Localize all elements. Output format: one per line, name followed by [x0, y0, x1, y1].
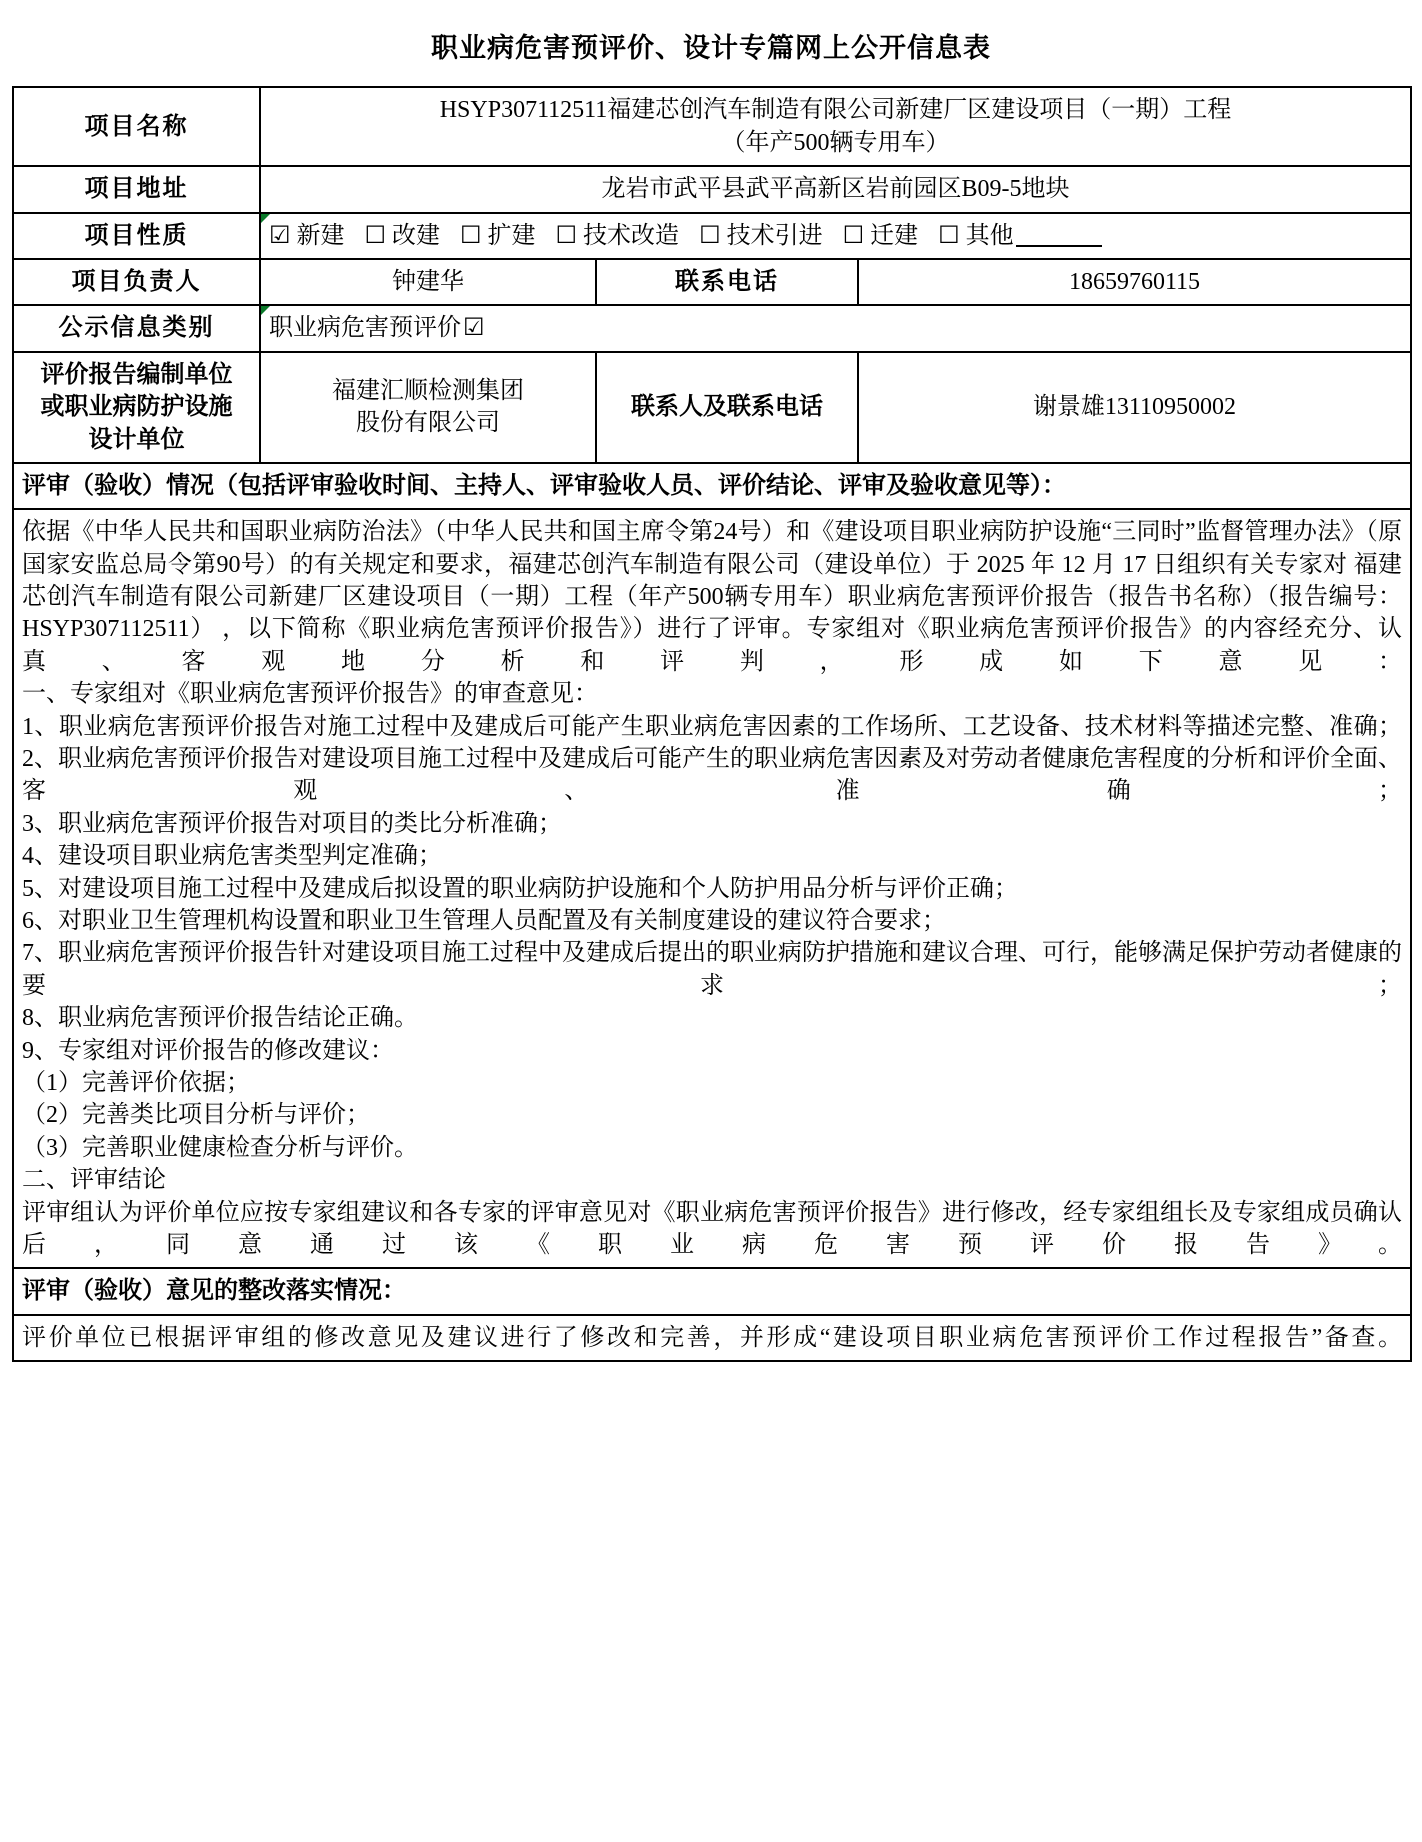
checkbox-new-build-icon[interactable]: ☑ [269, 222, 291, 249]
table-row-project-nature [13, 213, 1411, 259]
review-paragraph: 3、职业病危害预评价报告对项目的类比分析准确； [22, 810, 562, 837]
review-paragraph: 5、对建设项目施工过程中及建成后拟设置的职业病防护设施和个人防护用品分析与评价正确； [22, 875, 1018, 902]
review-paragraph: 9、专家组对评价报告的修改建议： [22, 1037, 394, 1064]
report-unit-label-line-3: 设计单位 [88, 426, 185, 453]
nature-option-relocation[interactable] [843, 220, 919, 252]
disclosure-type-value: 职业病危害预评价 [269, 315, 461, 342]
nature-option-rebuild-label: 改建 [392, 222, 441, 249]
disclosure-type-label: 公示信息类别 [13, 305, 260, 351]
project-manager-label: 项目负责人 [13, 259, 260, 305]
nature-option-new-build-label: 新建 [296, 222, 345, 249]
nature-option-rebuild[interactable] [365, 220, 441, 252]
review-paragraph: （1）完善评价依据； [22, 1069, 250, 1096]
project-name-label: 项目名称 [13, 87, 260, 166]
project-name-value [260, 87, 1411, 166]
contact-person-label: 联系人及联系电话 [596, 352, 858, 463]
nature-option-other-label: 其他 [965, 222, 1014, 249]
contact-person-value: 谢景雄13110950002 [858, 352, 1411, 463]
table-row-review-body [13, 509, 1411, 1268]
nature-option-other[interactable] [938, 220, 1102, 252]
review-paragraph: （3）完善职业健康检查分析与评价。 [22, 1134, 418, 1161]
nature-option-relocation-label: 迁建 [870, 222, 919, 249]
review-section-body [13, 509, 1411, 1268]
review-paragraph: 二、评审结论 [22, 1167, 166, 1194]
nature-option-technical-renovation[interactable] [556, 220, 680, 252]
nature-option-technology-introduction-label: 技术引进 [726, 222, 823, 249]
checkbox-technical-renovation-icon[interactable]: ☐ [555, 222, 578, 249]
review-paragraph: （2）完善类比项目分析与评价； [22, 1102, 370, 1129]
review-section-heading: 评审（验收）情况（包括评审验收时间、主持人、评审验收人员、评价结论、评审及验收意见等）： [13, 463, 1411, 509]
report-unit-label-line-2: 或职业病防护设施 [40, 394, 233, 421]
checkbox-expansion-icon[interactable]: ☐ [460, 222, 482, 249]
table-row-project-address [13, 166, 1411, 212]
project-address-value: 龙岩市武平县武平高新区岩前园区B09-5地块 [260, 166, 1411, 212]
information-table [12, 86, 1412, 1362]
checkbox-other-icon[interactable]: ☐ [938, 222, 960, 249]
table-row-project-manager [13, 259, 1411, 305]
review-paragraph: 8、职业病危害预评价报告结论正确。 [22, 1005, 418, 1032]
review-paragraph: 2、职业病危害预评价报告对建设项目施工过程中及建成后可能产生的职业病危害因素及对劳动者健康危害程度的分析和评价全面、客观、准确； [22, 746, 1402, 805]
cell-comment-marker-icon [261, 306, 270, 315]
table-row-review-heading [13, 463, 1411, 509]
review-paragraph: 一、专家组对《职业病危害预评价报告》的审查意见： [22, 681, 598, 708]
report-unit-value-line-2: 股份有限公司 [356, 410, 500, 437]
nature-option-expansion[interactable] [460, 220, 536, 252]
nature-option-technical-renovation-label: 技术改造 [583, 222, 680, 249]
report-unit-value [260, 352, 596, 463]
page-title: 职业病危害预评价、设计专篇网上公开信息表 [431, 33, 991, 63]
review-paragraph: 评审组认为评价单位应按专家组建议和各专家的评审意见对《职业病危害预评价报告》进行修改，经专家组组长及专家组成员确认后，同意通过该《职业病危害预评价报告》。 [22, 1199, 1402, 1258]
report-unit-value-line-1: 福建汇顺检测集团 [332, 377, 524, 404]
project-name-line-1: HSYP307112511福建芯创汽车制造有限公司新建厂区建设项目（一期）工程 [439, 97, 1232, 124]
project-nature-options [260, 213, 1411, 259]
nature-option-expansion-label: 扩建 [487, 222, 536, 249]
table-row-project-name [13, 87, 1411, 166]
rectification-paragraph: 评价单位已根据评审组的修改意见及建议进行了修改和完善，并形成“建设项目职业病危害预评价工作过程报告”备查。 [22, 1324, 1402, 1351]
project-address-label: 项目地址 [13, 166, 260, 212]
project-name-line-2: （年产500辆专用车） [721, 129, 950, 156]
project-manager-value: 钟建华 [260, 259, 596, 305]
contact-phone-label: 联系电话 [596, 259, 858, 305]
nature-other-input[interactable] [1016, 245, 1102, 247]
review-paragraph: 6、对职业卫生管理机构设置和职业卫生管理人员配置及有关制度建设的建议符合要求； [22, 907, 946, 934]
report-unit-label [13, 352, 260, 463]
table-row-rectification-body [13, 1315, 1411, 1361]
checkbox-relocation-icon[interactable]: ☐ [842, 222, 865, 249]
checkbox-rebuild-icon[interactable]: ☐ [364, 222, 387, 249]
report-unit-label-line-1: 评价报告编制单位 [40, 361, 233, 388]
project-nature-label: 项目性质 [13, 213, 260, 259]
table-row-rectification-heading [13, 1268, 1411, 1314]
rectification-section-heading: 评审（验收）意见的整改落实情况： [13, 1268, 1411, 1314]
review-paragraph: 依据《中华人民共和国职业病防治法》（中华人民共和国主席令第24号）和《建设项目职业病防护设施“三同时”监督管理办法》（原国家安监总局令第90号）的有关规定和要求，福建芯创汽车制造有限公司（建设单位）于 2025 年 12 月 17 日组织有关专家对 福建芯创汽车制造有限公司新建厂区建设项目（一期）工程（年产500辆专用车）职业病危害预评价报告（报告书名称）（报告编号：HSYP307112511） ，以下简称《职业病危害预评价报告》）进行了评审。专家组对《职业病危害预评价报告》的内容经充分、认真、客观地分析和评判，形成如下意见： [22, 519, 1402, 675]
cell-comment-marker-icon [261, 214, 270, 223]
nature-option-new-build[interactable] [269, 220, 345, 252]
review-paragraph: 1、职业病危害预评价报告对施工过程中及建成后可能产生职业病危害因素的工作场所、工艺设备、技术材料等描述完整、准确； [22, 713, 1402, 740]
nature-option-technology-introduction[interactable] [699, 220, 823, 252]
table-row-disclosure-type [13, 305, 1411, 351]
rectification-section-body [13, 1315, 1411, 1361]
contact-phone-value: 18659760115 [858, 259, 1411, 305]
review-paragraph: 4、建设项目职业病危害类型判定准确； [22, 843, 442, 870]
disclosure-type-value-cell [260, 305, 1411, 351]
checkbox-technology-introduction-icon[interactable]: ☐ [699, 222, 721, 249]
review-paragraph: 7、职业病危害预评价报告针对建设项目施工过程中及建成后提出的职业病防护措施和建议合理、可行，能够满足保护劳动者健康的要求； [22, 940, 1402, 999]
checkbox-disclosure-type-icon[interactable]: ☑ [463, 315, 485, 342]
table-row-report-unit [13, 352, 1411, 463]
